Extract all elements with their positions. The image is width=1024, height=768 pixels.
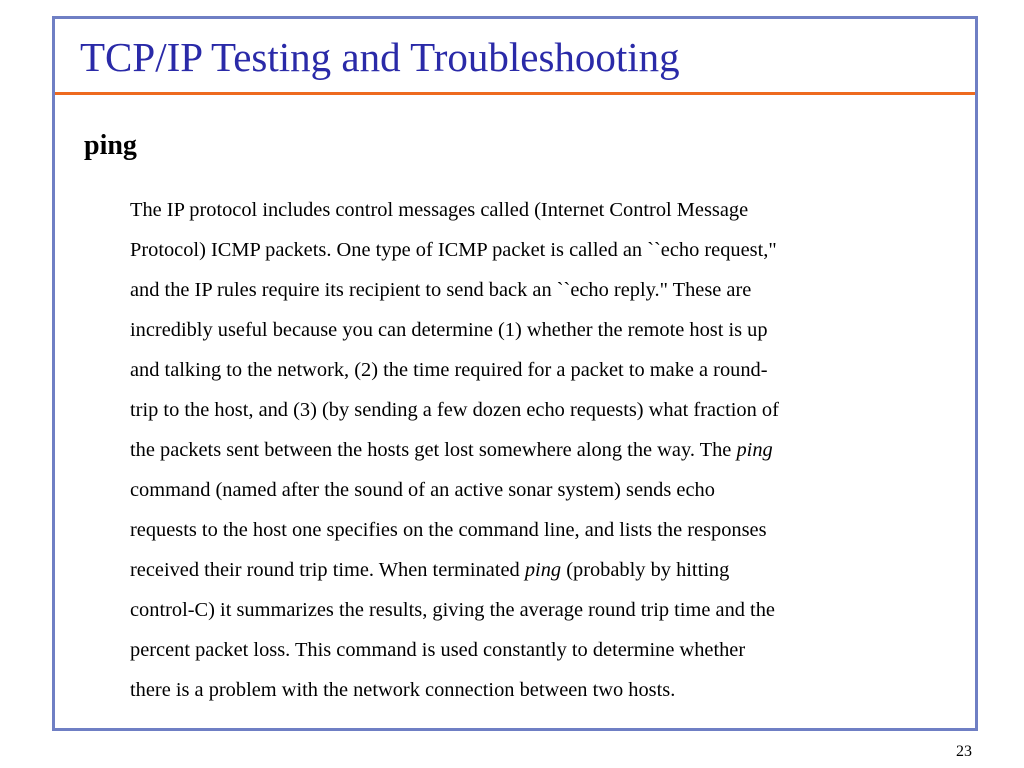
body-line: and talking to the network, (2) the time required for a packet to make a round- xyxy=(130,359,768,381)
body-line: requests to the host one specifies on the command line, and lists the responses xyxy=(130,519,767,541)
body-line: The IP protocol includes control messages called (Internet Control Message xyxy=(130,199,749,221)
body-line: trip to the host, and (3) (by sending a few dozen echo requests) what fraction of xyxy=(130,399,779,421)
body-line: command (named after the sound of an active sonar system) sends echo xyxy=(130,479,715,501)
page-number: 23 xyxy=(956,743,972,760)
slide-title: TCP/IP Testing and Troubleshooting xyxy=(80,34,680,80)
ping-command-term: ping xyxy=(524,559,562,581)
body-line: and the IP rules require its recipient to send back an ``echo reply." These are xyxy=(130,279,752,301)
ping-command-term: ping xyxy=(736,439,773,461)
section-heading: ping xyxy=(84,130,137,161)
body-line xyxy=(130,550,965,590)
body-text: the packets sent between the hosts get lost somewhere along the way. The xyxy=(130,439,737,461)
body-line: percent packet loss. This command is used constantly to determine whether xyxy=(130,639,746,661)
body-paragraph xyxy=(130,190,965,710)
body-line: incredibly useful because you can determine (1) whether the remote host is up xyxy=(130,319,768,341)
title-underline-rule xyxy=(55,92,975,95)
body-text: received their round trip time. When terminated xyxy=(130,559,525,581)
body-line: there is a problem with the network connection between two hosts. xyxy=(130,679,676,701)
body-line: control-C) it summarizes the results, giving the average round trip time and the xyxy=(130,599,775,621)
body-text: (probably by hitting xyxy=(561,559,730,581)
body-line: Protocol) ICMP packets. One type of ICMP packet is called an ``echo request," xyxy=(130,239,777,261)
body-line xyxy=(130,430,965,470)
